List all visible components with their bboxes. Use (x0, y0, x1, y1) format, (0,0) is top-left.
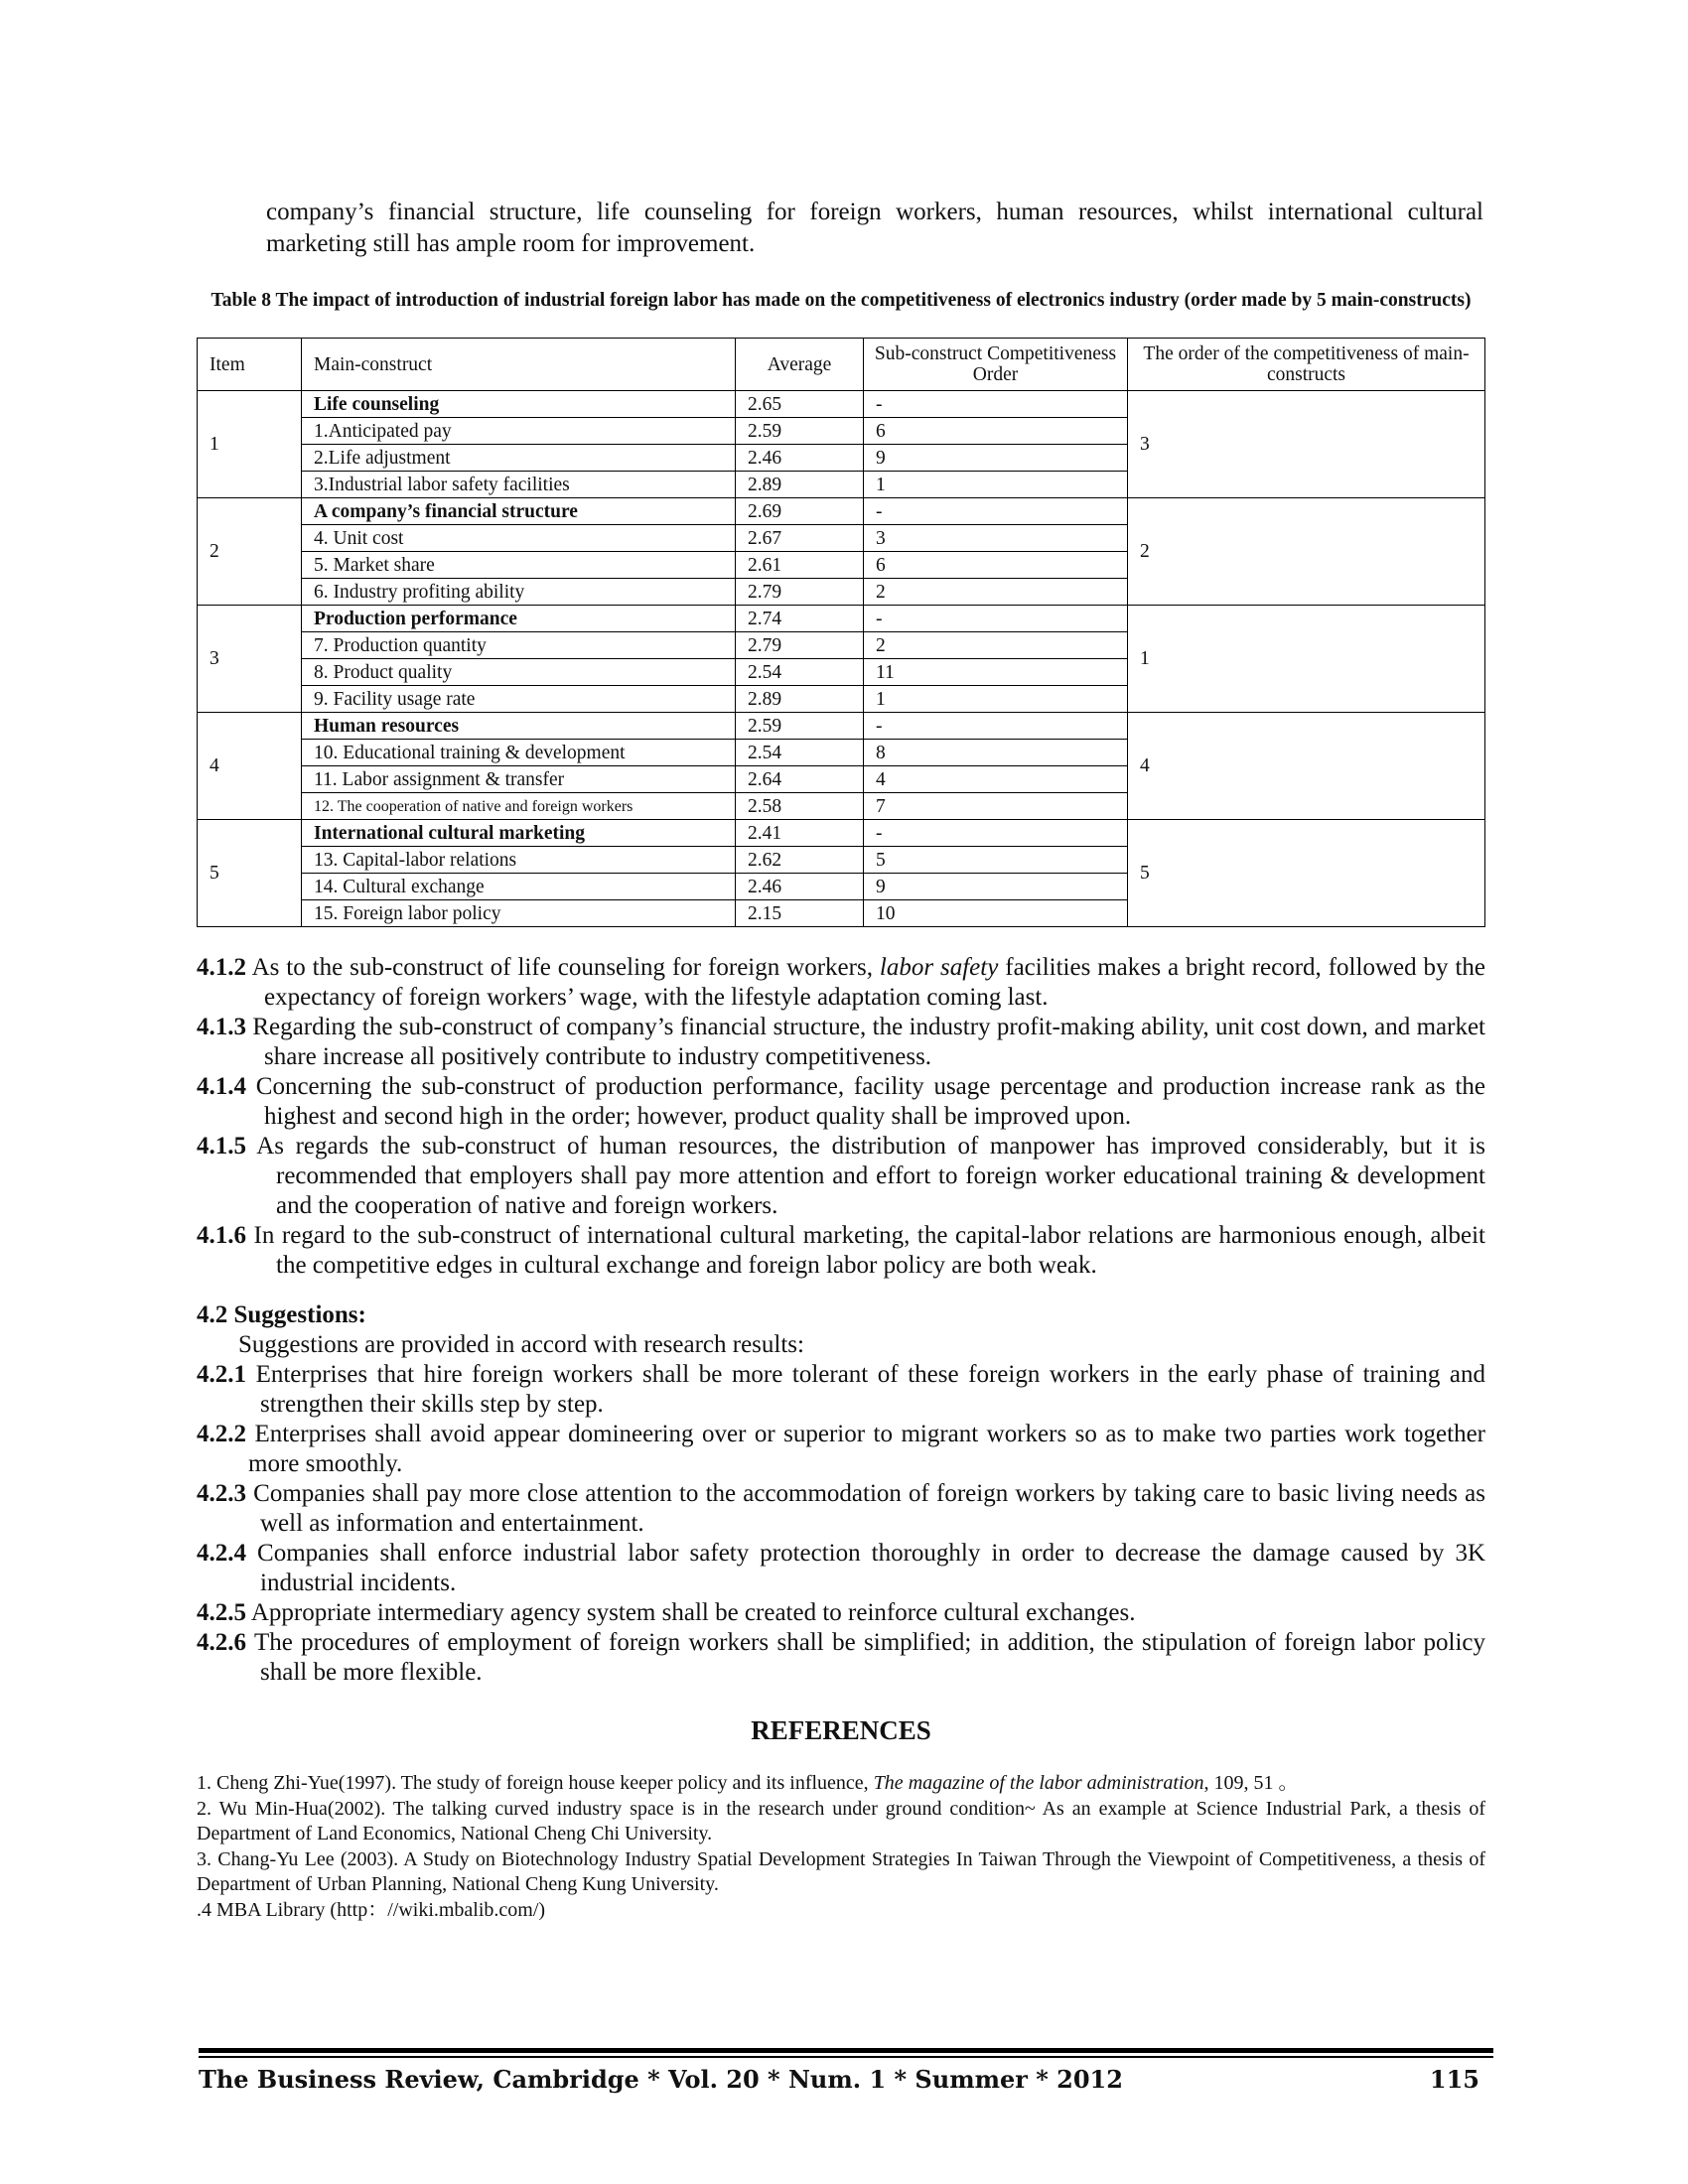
sub-order-cell: 6 (864, 418, 1128, 445)
average-cell: 2.89 (736, 686, 864, 713)
main-construct-cell: Human resources (302, 713, 736, 740)
footer-rule-thin (199, 2056, 1493, 2058)
reference-item: 3. Chang-Yu Lee (2003). A Study on Biotechnology Industry Spatial Development Strategies In Taiwan Through the Viewpoint of Competitiveness, a thesis of Department of Urban Planning, National Cheng Kung University. (197, 1848, 1485, 1895)
suggestion-number: 4.2.6 (197, 1629, 246, 1656)
sub-construct-cell: 3.Industrial labor safety facilities (302, 472, 736, 498)
header-item: Item (198, 339, 302, 391)
finding-text: Concerning the sub-construct of production performance, facility usage percentage and production increase rank as the highest and second high in the order; however, product quality shall be improved upon. (255, 1073, 1486, 1130)
table-row (198, 820, 1485, 847)
sub-order-cell: 10 (864, 900, 1128, 927)
suggestion-text: Companies shall enforce industrial labor safety protection thoroughly in order to decrease the damage caused by 3K industrial incidents. (257, 1540, 1485, 1596)
suggestions-heading: 4.2 Suggestions: (197, 1301, 366, 1328)
finding-number: 4.1.4 (197, 1073, 246, 1100)
finding-text: In regard to the sub-construct of international cultural marketing, the capital-labor relations are harmonious enough, albeit the competitive edges in cultural exchange and foreign labor policy are both weak. (253, 1222, 1486, 1279)
sub-construct-cell: 8. Product quality (302, 659, 736, 686)
main-construct-cell: A company’s financial structure (302, 498, 736, 525)
average-cell: 2.89 (736, 472, 864, 498)
table-row (198, 606, 1485, 632)
sub-order-cell: - (864, 713, 1128, 740)
sub-construct-cell: 15. Foreign labor policy (302, 900, 736, 927)
suggestions-section (197, 1300, 1485, 1688)
journal-name: The Business Review, Cambridge * Vol. 20 * Num. 1 * Summer * 2012 (199, 2065, 1123, 2094)
sub-order-cell: 4 (864, 766, 1128, 793)
header-main-order: The order of the competitiveness of main-constructs (1128, 339, 1485, 391)
findings-section (197, 953, 1485, 1281)
reference-item: .4 MBA Library (http：//wiki.mbalib.com/) (197, 1899, 546, 1921)
average-cell: 2.64 (736, 766, 864, 793)
finding-text: Regarding the sub-construct of company’s financial structure, the industry profit-making ability, unit cost down, and market share increase all positively contribute to industry competitiveness. (252, 1014, 1485, 1070)
sub-construct-cell: 13. Capital-labor relations (302, 847, 736, 874)
sub-order-cell: - (864, 391, 1128, 418)
average-cell: 2.62 (736, 847, 864, 874)
suggestion-number: 4.2.2 (197, 1421, 246, 1447)
main-order-cell: 5 (1128, 820, 1485, 927)
suggestion-text: The procedures of employment of foreign workers shall be simplified; in addition, the stipulation of foreign labor policy shall be more flexible. (253, 1629, 1485, 1686)
suggestions-intro: Suggestions are provided in accord with research results: (238, 1331, 804, 1358)
sub-construct-cell: 7. Production quantity (302, 632, 736, 659)
sub-order-cell: 6 (864, 552, 1128, 579)
sub-construct-cell: 9. Facility usage rate (302, 686, 736, 713)
header-main-construct: Main-construct (302, 339, 736, 391)
sub-order-cell: 1 (864, 686, 1128, 713)
sub-order-cell: 11 (864, 659, 1128, 686)
reference-item: 2. Wu Min-Hua(2002). The talking curved industry space is in the research under ground condition~ As an example at Science Industrial Park, a thesis of Department of Land Economics, National Cheng Chi University. (197, 1798, 1485, 1844)
finding-number: 4.1.2 (197, 954, 246, 981)
average-cell: 2.59 (736, 418, 864, 445)
page-number: 115 (1429, 2065, 1479, 2094)
sub-construct-cell: 6. Industry profiting ability (302, 579, 736, 606)
sub-construct-cell: 11. Labor assignment & transfer (302, 766, 736, 793)
item-cell: 2 (198, 498, 302, 606)
suggestion-text: Companies shall pay more close attention to the accommodation of foreign workers by taking care to basic living needs as well as information and entertainment. (253, 1480, 1485, 1537)
sub-order-cell: 9 (864, 874, 1128, 900)
sub-order-cell: 2 (864, 579, 1128, 606)
footer-rule (199, 2048, 1493, 2053)
finding-paragraph (197, 1013, 1485, 1072)
suggestion-text: Appropriate intermediary agency system shall be created to reinforce cultural exchanges. (250, 1599, 1136, 1626)
suggestion-paragraph (197, 1628, 1485, 1688)
finding-number: 4.1.6 (197, 1222, 246, 1249)
average-cell: 2.54 (736, 659, 864, 686)
average-cell: 2.59 (736, 713, 864, 740)
reference-text: , 109, 51 。 (1203, 1772, 1299, 1794)
average-cell: 2.46 (736, 445, 864, 472)
suggestion-paragraph (197, 1539, 1485, 1598)
finding-paragraph (197, 1221, 1485, 1281)
suggestion-paragraph (197, 1598, 1485, 1628)
average-cell: 2.65 (736, 391, 864, 418)
header-sub-order: Sub-construct Competitiveness Order (864, 339, 1128, 391)
sub-construct-cell: 1.Anticipated pay (302, 418, 736, 445)
finding-emphasis: labor safety (879, 954, 999, 981)
finding-paragraph (197, 1072, 1485, 1132)
finding-paragraph (197, 953, 1485, 1013)
table-header-row (198, 339, 1485, 391)
sub-order-cell: 5 (864, 847, 1128, 874)
suggestion-paragraph (197, 1479, 1485, 1539)
sub-order-cell: 3 (864, 525, 1128, 552)
main-order-cell: 3 (1128, 391, 1485, 498)
main-construct-cell: Life counseling (302, 391, 736, 418)
sub-construct-cell: 12. The cooperation of native and foreign workers (302, 793, 736, 820)
sub-order-cell: 1 (864, 472, 1128, 498)
average-cell: 2.74 (736, 606, 864, 632)
sub-construct-cell: 4. Unit cost (302, 525, 736, 552)
sub-construct-cell: 10. Educational training & development (302, 740, 736, 766)
main-order-cell: 1 (1128, 606, 1485, 713)
average-cell: 2.79 (736, 579, 864, 606)
reference-item (197, 1771, 1485, 1796)
item-cell: 1 (198, 391, 302, 498)
average-cell: 2.61 (736, 552, 864, 579)
main-order-cell: 2 (1128, 498, 1485, 606)
sub-order-cell: 9 (864, 445, 1128, 472)
header-average: Average (736, 339, 864, 391)
page-footer (199, 2065, 1479, 2094)
finding-number: 4.1.3 (197, 1014, 246, 1040)
suggestion-number: 4.2.5 (197, 1599, 246, 1626)
suggestion-text: Enterprises shall avoid appear domineering over or superior to migrant workers so as to make two parties work together more smoothly. (248, 1421, 1485, 1477)
finding-text: As to the sub-construct of life counseling for foreign workers, (251, 954, 880, 981)
average-cell: 2.58 (736, 793, 864, 820)
item-cell: 5 (198, 820, 302, 927)
reference-text: 1. Cheng Zhi-Yue(1997). The study of foreign house keeper policy and its influence, (197, 1772, 874, 1794)
table-row (198, 391, 1485, 418)
suggestion-paragraph (197, 1360, 1485, 1420)
suggestion-number: 4.2.3 (197, 1480, 246, 1507)
table-row (198, 713, 1485, 740)
sub-order-cell: 7 (864, 793, 1128, 820)
suggestion-paragraph (197, 1420, 1485, 1479)
item-cell: 3 (198, 606, 302, 713)
item-cell: 4 (198, 713, 302, 820)
finding-paragraph (197, 1132, 1485, 1221)
finding-text: facilities makes a bright record, followed by the expectancy of foreign workers’ wage, with the lifestyle adaptation coming last. (264, 954, 1485, 1011)
main-order-cell: 4 (1128, 713, 1485, 820)
suggestion-number: 4.2.4 (197, 1540, 246, 1567)
sub-order-cell: - (864, 820, 1128, 847)
intro-paragraph: company’s financial structure, life counseling for foreign workers, human resources, whilst international cultural marketing still has ample room for improvement. (266, 199, 1483, 257)
average-cell: 2.69 (736, 498, 864, 525)
main-construct-cell: Production performance (302, 606, 736, 632)
average-cell: 2.41 (736, 820, 864, 847)
finding-number: 4.1.5 (197, 1133, 246, 1160)
finding-text: As regards the sub-construct of human resources, the distribution of manpower has improved considerably, but it is recommended that employers shall pay more attention and effort to foreign worker educational training & development and the cooperation of native and foreign workers. (256, 1133, 1485, 1219)
average-cell: 2.15 (736, 900, 864, 927)
average-cell: 2.54 (736, 740, 864, 766)
sub-order-cell: - (864, 606, 1128, 632)
average-cell: 2.79 (736, 632, 864, 659)
references-list (197, 1771, 1485, 1924)
table-caption: Table 8 The impact of introduction of industrial foreign labor has made on the competitiveness of electronics industry (order made by 5 main-constructs) (211, 290, 1472, 311)
sub-order-cell: 2 (864, 632, 1128, 659)
average-cell: 2.46 (736, 874, 864, 900)
sub-construct-cell: 14. Cultural exchange (302, 874, 736, 900)
suggestion-text: Enterprises that hire foreign workers shall be more tolerant of these foreign workers in the early phase of training and strengthen their skills step by step. (255, 1361, 1486, 1418)
sub-order-cell: 8 (864, 740, 1128, 766)
table-8 (197, 338, 1485, 927)
sub-construct-cell: 2.Life adjustment (302, 445, 736, 472)
reference-journal: The magazine of the labor administration (873, 1772, 1204, 1794)
table-row (198, 498, 1485, 525)
main-construct-cell: International cultural marketing (302, 820, 736, 847)
average-cell: 2.67 (736, 525, 864, 552)
sub-construct-cell: 5. Market share (302, 552, 736, 579)
suggestion-number: 4.2.1 (197, 1361, 246, 1388)
references-title: REFERENCES (751, 1715, 931, 1745)
sub-order-cell: - (864, 498, 1128, 525)
